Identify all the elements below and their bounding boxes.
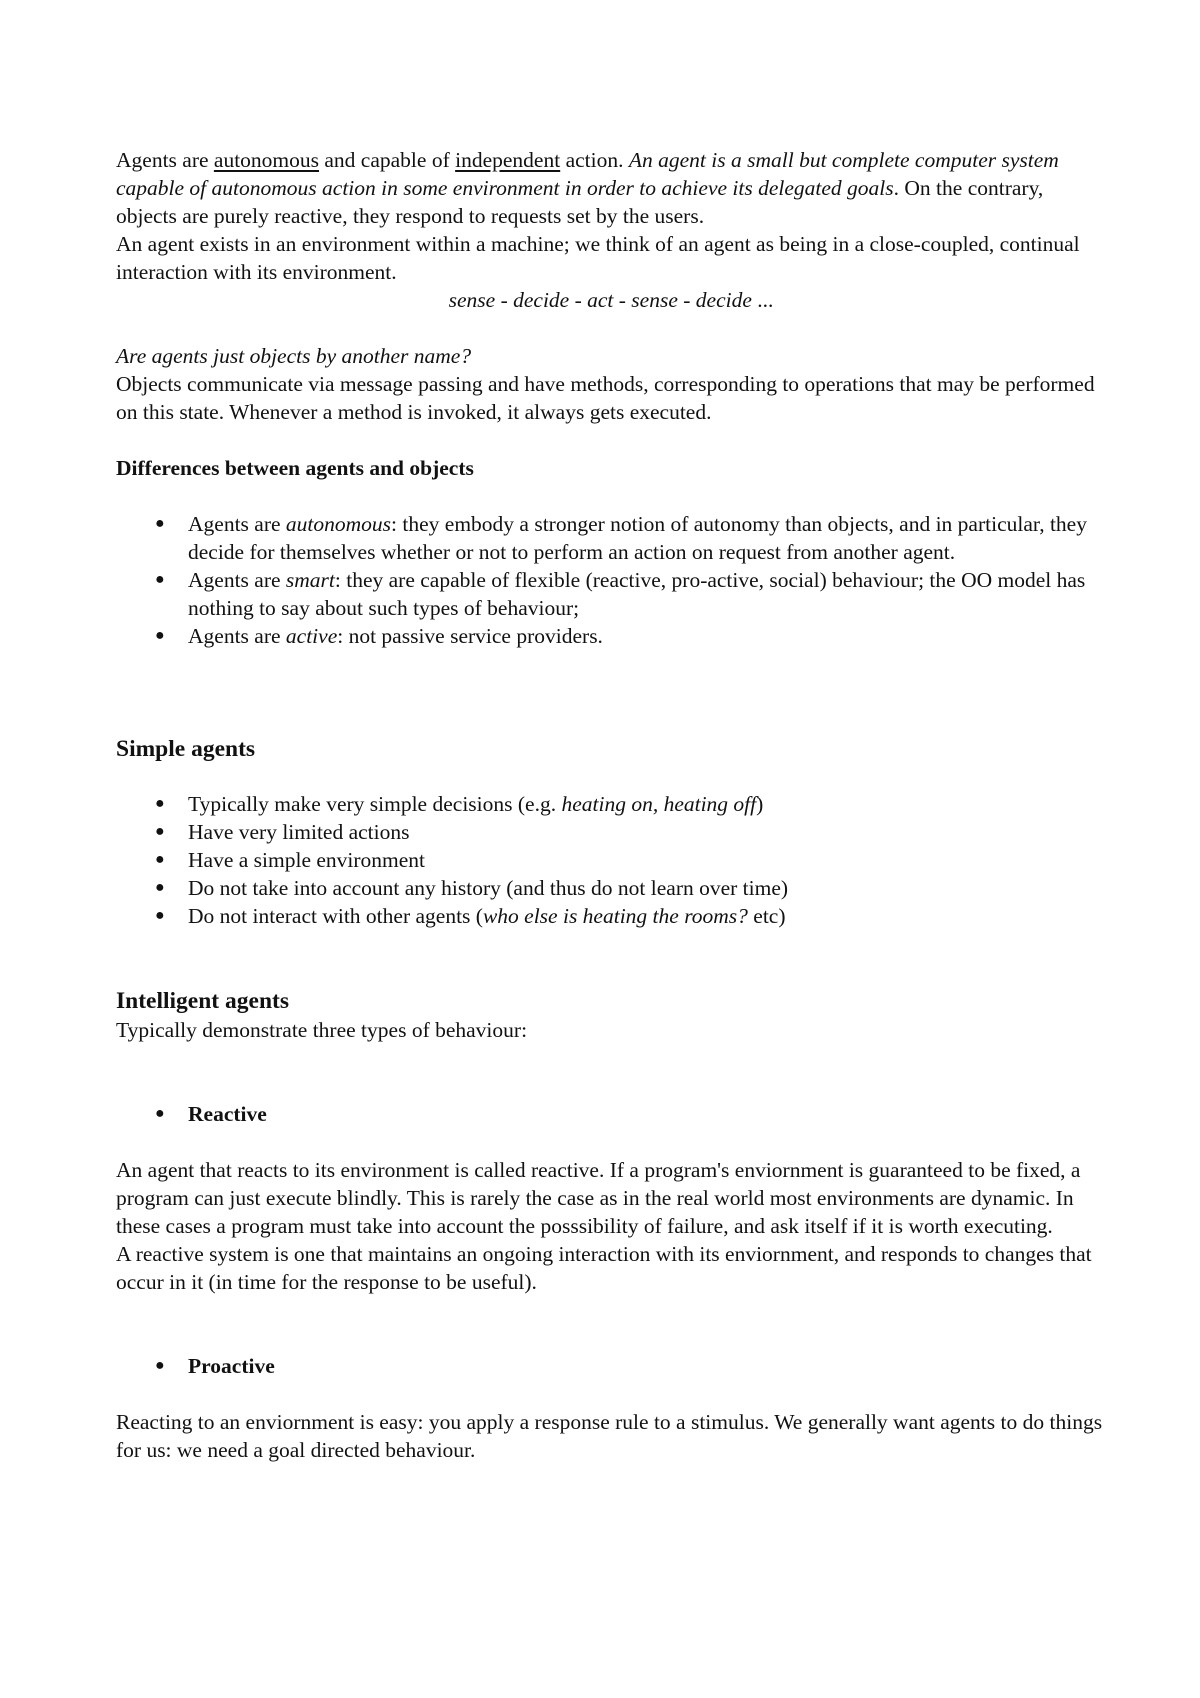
bullet-icon: ● bbox=[155, 1105, 165, 1122]
list-item: ● Have very limited actions bbox=[155, 820, 410, 844]
text-span: Agents are bbox=[116, 148, 214, 172]
bullet-icon: ● bbox=[155, 879, 165, 896]
bullet-icon: ● bbox=[155, 851, 165, 868]
agent-definition: An agent is a small but complete computer system capable of autonomous action in some environment in order to achieve its delegated goals bbox=[116, 148, 1059, 200]
intro-paragraph bbox=[116, 146, 1106, 230]
bullet-icon: ● bbox=[155, 1357, 165, 1374]
list-item: ● Reactive bbox=[155, 1102, 267, 1126]
underlined-term-autonomous: autonomous bbox=[213, 148, 320, 172]
proactive-paragraph: Reacting to an enviornment is easy: you apply a response rule to a stimulus. We generally want agents to do things for us: we need a goal directed behaviour. bbox=[116, 1410, 1103, 1462]
intelligent-agents-intro: Typically demonstrate three types of behaviour: bbox=[116, 1018, 528, 1042]
sense-decide-cycle bbox=[116, 286, 1106, 314]
text-span: and capable of bbox=[319, 148, 456, 172]
list-item: ● Typically make very simple decisions (e.g. heating on, heating off) bbox=[155, 792, 764, 816]
bullet-icon: ● bbox=[155, 795, 165, 812]
bullet-icon: ● bbox=[155, 627, 165, 644]
cycle-text: sense - decide - act - sense - decide bbox=[448, 288, 752, 312]
list-item: ● Have a simple environment bbox=[155, 848, 426, 872]
differences-list bbox=[116, 510, 1106, 650]
list-item: ● Proactive bbox=[155, 1354, 275, 1378]
proactive-list bbox=[116, 1352, 1106, 1380]
question-answer: Objects communicate via message passing and have methods, corresponding to operations that may be performed on this state. Whenever a method is invoked, it always gets executed. bbox=[116, 372, 1095, 424]
bullet-icon: ● bbox=[155, 515, 165, 532]
question-heading: Are agents just objects by another name? bbox=[116, 344, 472, 368]
list-item: ● Agents are smart: they are capable of flexible (reactive, pro-active, social) behaviour; the OO model has nothing to say about such types of behaviour; bbox=[155, 568, 1086, 620]
underlined-term-independent: independent bbox=[455, 148, 561, 172]
intelligent-agents-heading: Intelligent agents bbox=[116, 988, 289, 1014]
reactive-paragraph-2: A reactive system is one that maintains an ongoing interaction with its enviornment, and responds to changes that occur in it (in time for the response to be useful). bbox=[116, 1242, 1092, 1294]
document-page bbox=[116, 146, 1106, 1464]
list-item: ● Do not take into account any history (and thus do not learn over time) bbox=[155, 876, 789, 900]
text-span: . On the contrary, objects are purely reactive, they respond to requests set by the users. bbox=[116, 176, 1044, 228]
simple-agents-heading: Simple agents bbox=[116, 736, 256, 762]
bullet-icon: ● bbox=[155, 823, 165, 840]
list-item: ● Agents are autonomous: they embody a stronger notion of autonomy than objects, and in particular, they decide for themselves whether or not to perform an action on request from another agent. bbox=[155, 512, 1087, 564]
cycle-ellipsis: ... bbox=[751, 288, 774, 312]
environment-paragraph: An agent exists in an environment within a machine; we think of an agent as being in a close-coupled, continual interaction with its environment. bbox=[116, 232, 1080, 284]
differences-heading: Differences between agents and objects bbox=[116, 456, 474, 480]
list-item: ● Do not interact with other agents (who else is heating the rooms? etc) bbox=[155, 904, 786, 928]
text-span: action. bbox=[560, 148, 629, 172]
reactive-list bbox=[116, 1100, 1106, 1128]
list-item: ● Agents are active: not passive service providers. bbox=[155, 624, 603, 648]
bullet-icon: ● bbox=[155, 571, 165, 588]
bullet-icon: ● bbox=[155, 907, 165, 924]
reactive-paragraph-1: An agent that reacts to its environment is called reactive. If a program's enviornment is guaranteed to be fixed, a program can just execute blindly. This is rarely the case as in the real world most environments are dynamic. In these cases a program must take into account the posssibility of failure, and ask itself if it is worth executing. bbox=[116, 1158, 1081, 1238]
simple-agents-list bbox=[116, 790, 1106, 930]
